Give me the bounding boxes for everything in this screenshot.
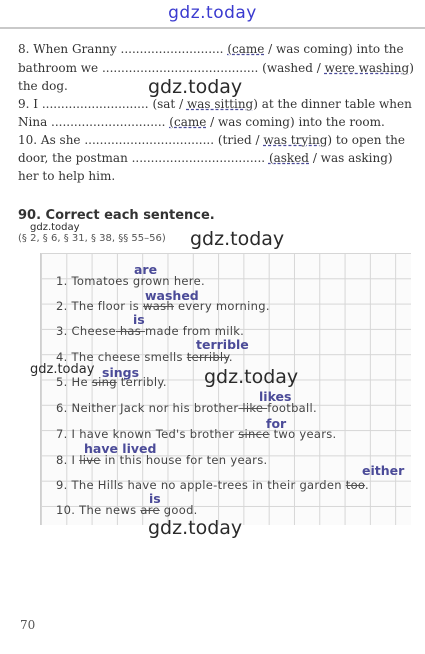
sentence-7-after: two years.	[269, 427, 337, 441]
ex89-line-8-text: her to help him.	[18, 169, 116, 183]
sentence-6-struck: like	[238, 401, 268, 415]
ex89-line-5-rest: / was coming) into the room.	[206, 115, 385, 129]
sentence-5-struck: sing	[91, 375, 117, 389]
ex89-line-6-text: 10. As she .................................. (tried /	[18, 133, 264, 147]
ex89-line-1-text: 8. When Granny ...........................	[18, 42, 228, 56]
ex89-line-6	[18, 133, 405, 147]
ex89-line-3	[18, 79, 68, 93]
sentence-1-before: Tomatoes	[71, 274, 133, 288]
watermark-2: gdz.today	[190, 228, 285, 250]
ex89-line-4-text: 9. I ............................ (sat /	[18, 97, 187, 111]
ex89-line-7-rest: / was asking)	[309, 151, 393, 165]
watermark-small: gdz.today	[30, 222, 80, 233]
correction-10: is	[149, 491, 161, 506]
ex89-line-6-answer: was trying	[263, 133, 328, 147]
sentence-7	[56, 427, 336, 441]
ex89-line-1	[18, 42, 404, 56]
sentence-3-struck: has	[115, 324, 146, 338]
sentence-6-num: 6.	[56, 401, 68, 415]
sentence-2-num: 2.	[56, 299, 68, 313]
ex89-line-2	[18, 61, 414, 75]
correction-2: washed	[145, 288, 199, 303]
sentence-8-before: I	[71, 453, 80, 467]
ex89-line-7-text: door, the postman ...................................	[18, 151, 269, 165]
watermark-4: gdz.today	[204, 366, 299, 388]
exercise-title: 90. Correct each sentence.	[18, 208, 215, 223]
watermark-1: gdz.today	[148, 76, 243, 98]
sentence-3-num: 3.	[56, 324, 68, 338]
watermark-3: gdz.today	[30, 362, 95, 377]
ex89-line-5-text: Nina ..............................	[18, 115, 170, 129]
correction-3: is	[133, 312, 145, 327]
header-watermark: gdz.today	[168, 3, 257, 23]
sentence-9	[56, 478, 369, 492]
ex89-line-4	[18, 97, 412, 111]
correction-4: terrible	[196, 337, 249, 352]
correction-6: likes	[259, 389, 292, 404]
sentence-2-after: every morning.	[173, 299, 270, 313]
sentence-1-num: 1.	[56, 274, 68, 288]
sentence-9-num: 9.	[56, 478, 68, 492]
grammar-references: (§ 2, § 6, § 31, § 38, §§ 55–56)	[18, 233, 166, 244]
correction-5: sings	[102, 365, 140, 380]
sentence-7-before: I have known Ted's brother	[71, 427, 239, 441]
sentence-4-num: 4.	[56, 350, 68, 364]
sentence-4-before: The cheese smells	[71, 350, 187, 364]
ex89-line-4-rest: ) at the dinner table when	[253, 97, 412, 111]
sentence-5-after: terribly.	[116, 375, 167, 389]
sentence-5-num: 5.	[56, 375, 68, 389]
sentence-9-struck: too	[345, 478, 366, 492]
ex89-line-2-text: bathroom we ......................................... (washed /	[18, 61, 325, 75]
sentence-10-num: 10.	[56, 503, 76, 517]
sentence-2-before: The floor is	[71, 299, 144, 313]
ex89-line-7	[18, 151, 393, 165]
ex89-line-2-answer: were washing	[324, 61, 410, 75]
sentence-7-num: 7.	[56, 427, 68, 441]
sentence-6-before: Neither Jack nor his brother	[71, 401, 239, 415]
ex89-line-7-answer: (asked	[268, 151, 309, 165]
sentence-6-after: football.	[267, 401, 317, 415]
page-number: 70	[20, 618, 36, 632]
sentence-3	[56, 324, 244, 338]
ex89-line-5-answer: (came	[169, 115, 207, 129]
watermark-5: gdz.today	[148, 517, 243, 539]
ex89-line-3-text: the dog.	[18, 79, 68, 93]
ex89-line-6-rest: ) to open the	[327, 133, 405, 147]
sentence-10-after: good.	[159, 503, 198, 517]
ex89-line-5	[18, 115, 385, 129]
sentence-10-struck: are	[140, 503, 160, 517]
sentence-1-after: grown here.	[132, 274, 205, 288]
correction-7: for	[266, 416, 287, 431]
sentence-10-before: The news	[79, 503, 141, 517]
sentence-2-struck: wash	[143, 299, 174, 313]
correction-9: either	[362, 463, 405, 478]
ex89-line-1-rest: / was coming) into the	[264, 42, 404, 56]
ex89-line-4-answer: was sitting	[186, 97, 254, 111]
sentence-8-num: 8.	[56, 453, 68, 467]
sentence-3-before: Cheese	[71, 324, 116, 338]
sentence-7-struck: since	[238, 427, 270, 441]
sentence-10	[56, 503, 198, 517]
sentence-5-before: He	[71, 375, 92, 389]
sentence-3-after: made from milk.	[145, 324, 245, 338]
sentence-1	[56, 274, 205, 288]
sentence-8-struck: live	[79, 453, 101, 467]
sentence-9-after: .	[365, 478, 370, 492]
correction-1: are	[134, 262, 158, 277]
sentence-8-after: in this house for ten years.	[100, 453, 268, 467]
sentence-9-before: The Hills have no apple-trees in their garden	[71, 478, 346, 492]
sentence-4-after: .	[228, 350, 233, 364]
correction-8: have lived	[84, 441, 157, 456]
header-divider	[0, 27, 425, 29]
ex89-line-8	[18, 169, 115, 183]
sentence-4-struck: terribly	[186, 350, 229, 364]
ex89-line-1-answer: (came	[227, 42, 265, 56]
ex89-line-2-rest: )	[409, 61, 414, 75]
